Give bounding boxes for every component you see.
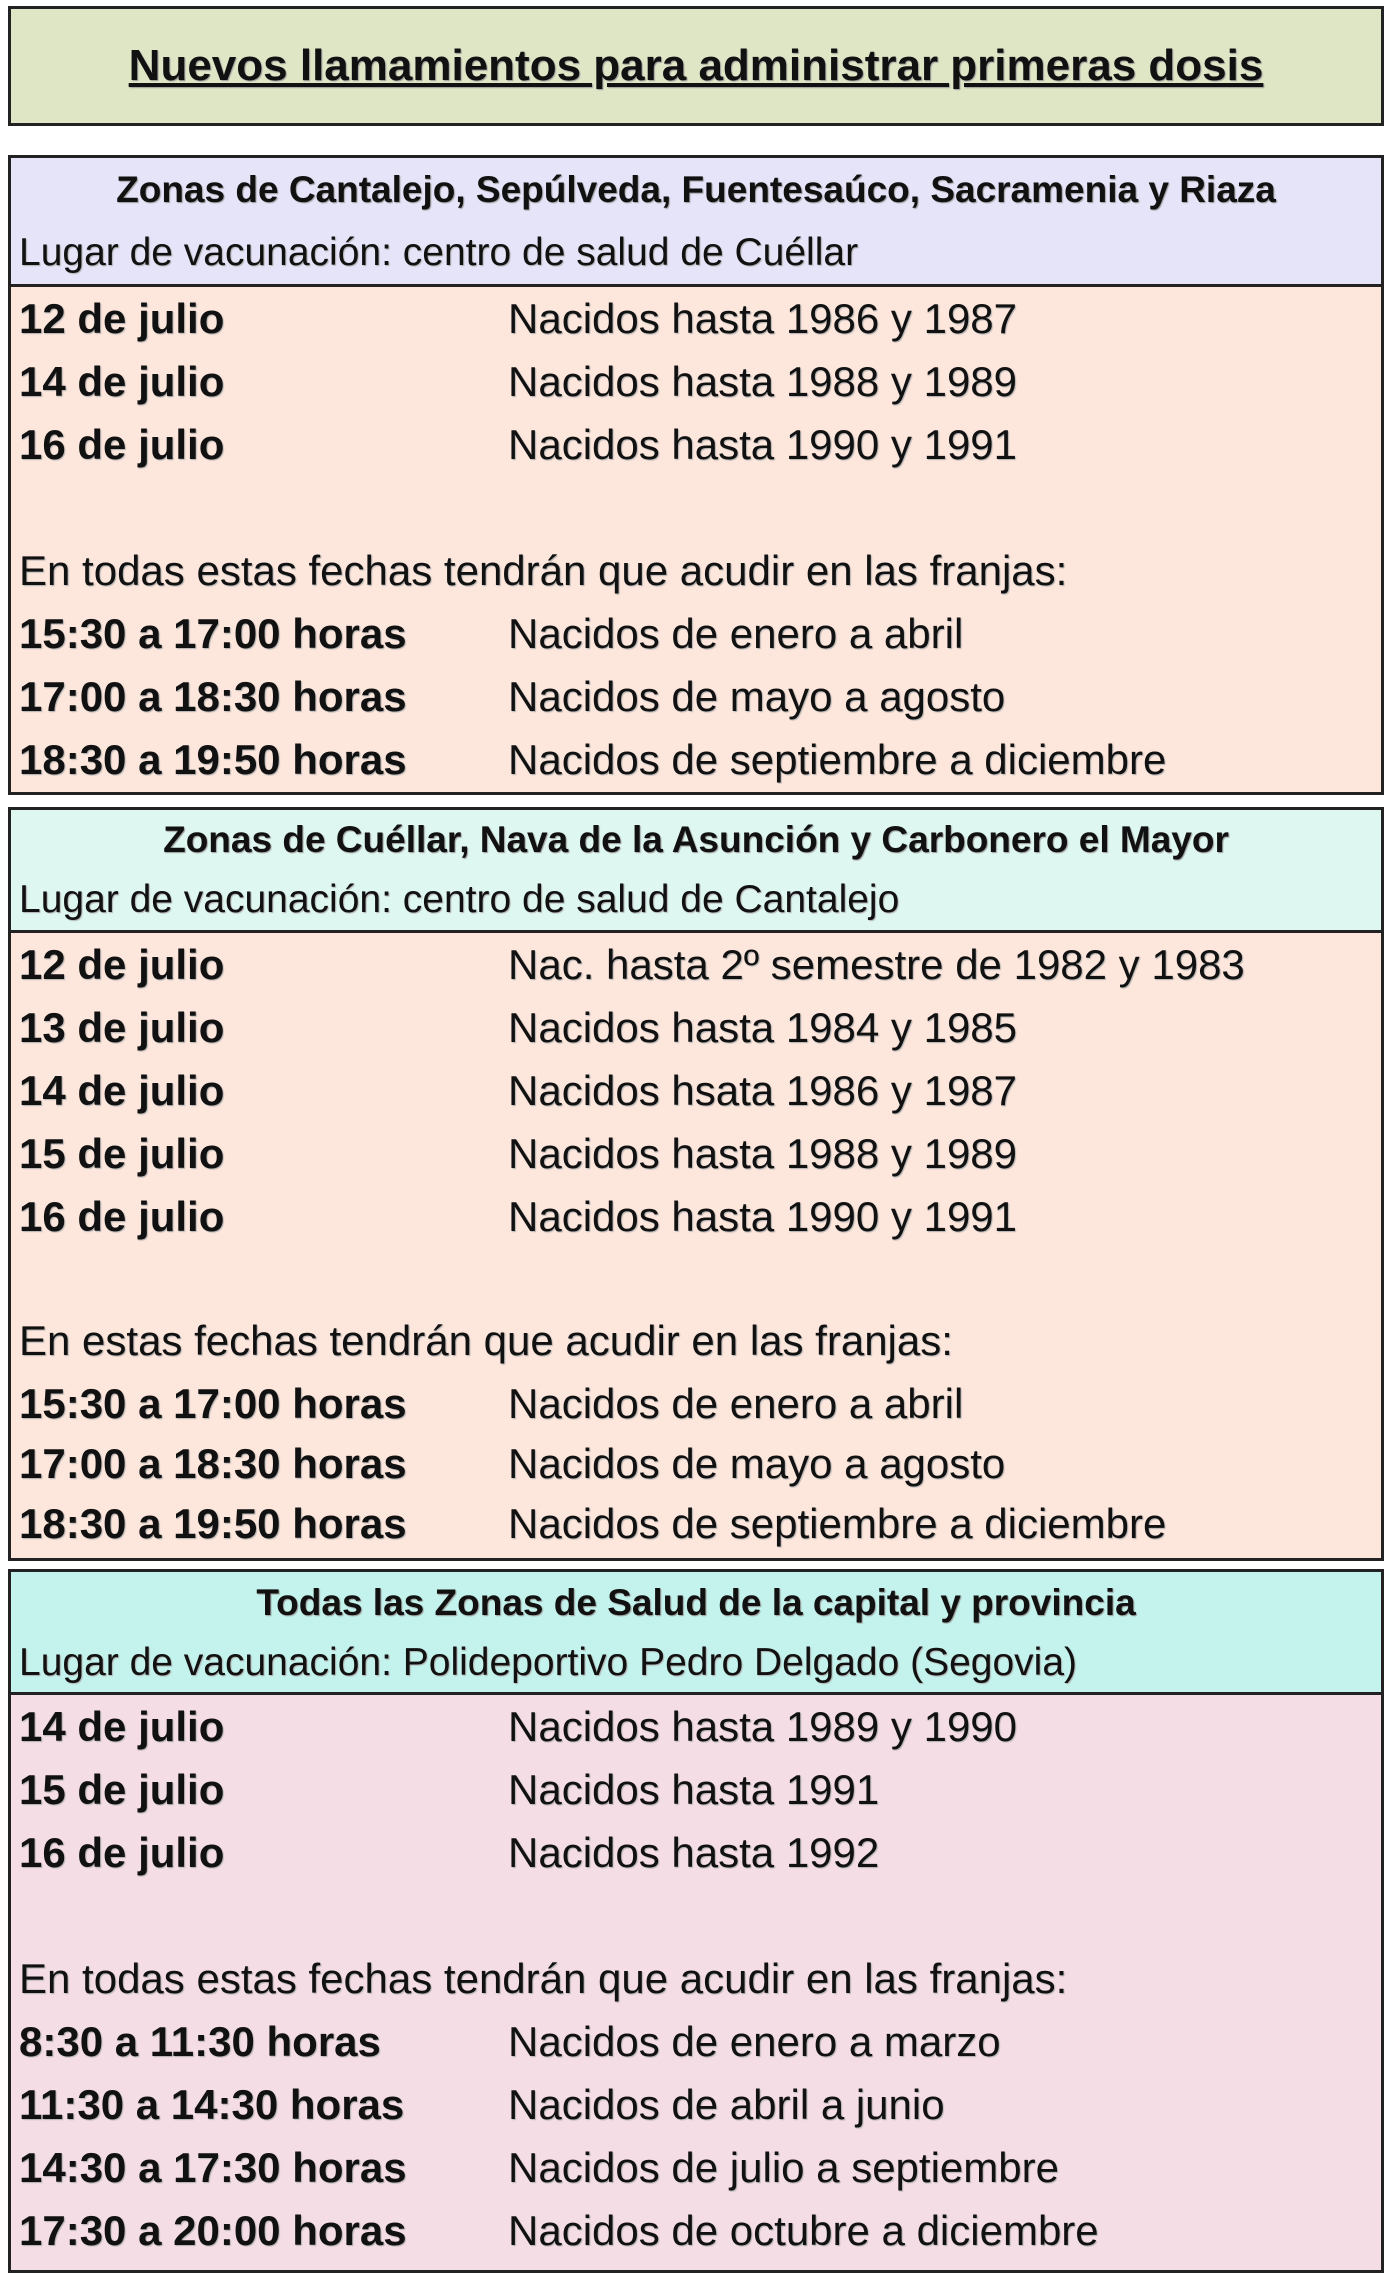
- time-label: 15:30 a 17:00 horas: [19, 1380, 407, 1427]
- timeslot-row: [11, 2199, 1381, 2262]
- birth-group: Nacidos de mayo a agosto: [508, 1440, 1006, 1487]
- timeslot-row: [11, 728, 1381, 791]
- vaccination-place: Lugar de vacunación: centro de salud de Cantalejo: [19, 878, 900, 921]
- birth-group: Nacidos hasta 1990 y 1991: [508, 421, 1018, 468]
- date-row: [11, 1122, 1381, 1185]
- timeslot-row: [11, 1374, 1381, 1434]
- birth-group: Nacidos hasta 1984 y 1985: [508, 1004, 1018, 1051]
- date-row: [11, 1758, 1381, 1821]
- timeslot-row: [11, 1434, 1381, 1494]
- vaccination-place: Lugar de vacunación: Polideportivo Pedro Delgado (Segovia): [19, 1641, 1078, 1684]
- time-label: 11:30 a 14:30 horas: [19, 2081, 405, 2128]
- date-label: 12 de julio: [19, 295, 225, 342]
- birth-group: Nacidos de septiembre a diciembre: [508, 736, 1167, 783]
- date-label: 13 de julio: [19, 1004, 225, 1051]
- timeslot-note: En todas estas fechas tendrán que acudir en las franjas:: [19, 547, 1068, 594]
- section-header: [11, 1572, 1381, 1695]
- time-label: 14:30 a 17:30 horas: [19, 2144, 407, 2191]
- section-cantalejo-center: [8, 807, 1384, 1561]
- time-label: 15:30 a 17:00 horas: [19, 610, 407, 657]
- section-header: [11, 158, 1381, 287]
- birth-group: Nacidos de mayo a agosto: [508, 673, 1006, 720]
- birth-group: Nacidos hsata 1986 y 1987: [508, 1067, 1018, 1114]
- date-row: [11, 350, 1381, 413]
- zone-title: Todas las Zonas de Salud de la capital y provincia: [256, 1582, 1136, 1623]
- birth-group: Nacidos de abril a junio: [508, 2081, 945, 2128]
- timeslot-row: [11, 2073, 1381, 2136]
- section-segovia-center: [8, 1569, 1384, 2273]
- birth-group: Nacidos hasta 1986 y 1987: [508, 295, 1018, 342]
- timeslot-row: [11, 1494, 1381, 1554]
- time-label: 17:30 a 20:00 horas: [19, 2207, 407, 2254]
- page-title: Nuevos llamamientos para administrar primeras dosis: [128, 41, 1264, 90]
- date-label: 15 de julio: [19, 1766, 225, 1813]
- birth-group: Nacidos de octubre a diciembre: [508, 2207, 1099, 2254]
- time-label: 17:00 a 18:30 horas: [19, 673, 407, 720]
- zone-title: Zonas de Cuéllar, Nava de la Asunción y Carbonero el Mayor: [163, 819, 1229, 860]
- date-row: [11, 996, 1381, 1059]
- vaccination-place: Lugar de vacunación: centro de salud de Cuéllar: [19, 231, 859, 274]
- birth-group: Nacidos hasta 1988 y 1989: [508, 1130, 1018, 1177]
- date-label: 12 de julio: [19, 941, 225, 988]
- date-label: 14 de julio: [19, 1067, 225, 1114]
- date-row: [11, 413, 1381, 476]
- birth-group: Nacidos hasta 1989 y 1990: [508, 1703, 1018, 1750]
- timeslot-row: [11, 665, 1381, 728]
- time-label: 18:30 a 19:50 horas: [19, 736, 407, 783]
- timeslot-row: [11, 602, 1381, 665]
- birth-group: Nacidos de enero a marzo: [508, 2018, 1001, 2065]
- date-row: [11, 287, 1381, 350]
- timeslot-row: [11, 2010, 1381, 2073]
- section-cuellar-center: [8, 155, 1384, 795]
- time-label: 18:30 a 19:50 horas: [19, 1500, 407, 1547]
- date-row: [11, 1821, 1381, 1884]
- birth-group: Nacidos de septiembre a diciembre: [508, 1500, 1167, 1547]
- birth-group: Nacidos hasta 1992: [508, 1829, 880, 1876]
- time-label: 8:30 a 11:30 horas: [19, 2018, 381, 2065]
- birth-group: Nacidos de enero a abril: [508, 1380, 964, 1427]
- date-label: 14 de julio: [19, 358, 225, 405]
- birth-group: Nacidos de enero a abril: [508, 610, 964, 657]
- date-label: 16 de julio: [19, 1193, 225, 1240]
- timeslot-row: [11, 2136, 1381, 2199]
- date-row: [11, 933, 1381, 996]
- timeslot-note: En todas estas fechas tendrán que acudir en las franjas:: [19, 1955, 1068, 2002]
- birth-group: Nacidos hasta 1991: [508, 1766, 880, 1813]
- birth-group: Nacidos hasta 1988 y 1989: [508, 358, 1018, 405]
- section-header: [11, 810, 1381, 933]
- zone-title: Zonas de Cantalejo, Sepúlveda, Fuentesaúco, Sacramenia y Riaza: [116, 169, 1276, 210]
- date-label: 14 de julio: [19, 1703, 225, 1750]
- date-label: 16 de julio: [19, 1829, 225, 1876]
- date-row: [11, 1059, 1381, 1122]
- birth-group: Nacidos hasta 1990 y 1991: [508, 1193, 1018, 1240]
- title-banner: [8, 6, 1384, 126]
- birth-group: Nacidos de julio a septiembre: [508, 2144, 1059, 2191]
- timeslot-note: En estas fechas tendrán que acudir en las franjas:: [19, 1317, 953, 1364]
- birth-group: Nac. hasta 2º semestre de 1982 y 1983: [508, 941, 1245, 988]
- date-label: 15 de julio: [19, 1130, 225, 1177]
- date-row: [11, 1695, 1381, 1758]
- time-label: 17:00 a 18:30 horas: [19, 1440, 407, 1487]
- date-row: [11, 1185, 1381, 1248]
- date-label: 16 de julio: [19, 421, 225, 468]
